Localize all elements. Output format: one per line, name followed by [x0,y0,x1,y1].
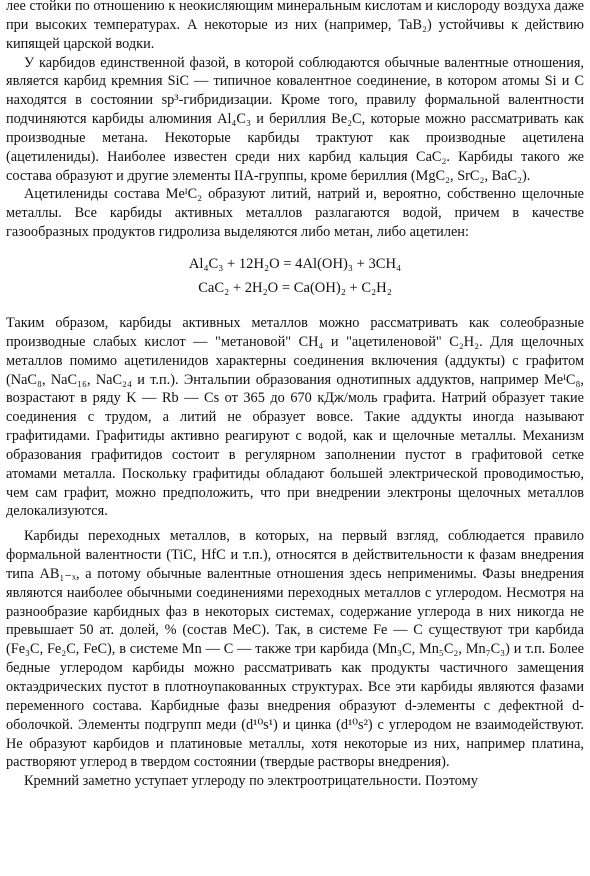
equation-aluminium-carbide-hydrolysis: Al₄C₃ + 12H₂O = 4Al(OH)₃ + 3CH₄ [188,255,402,272]
paragraph-silicon: Кремний заметно уступает углероду по электроотрицательности. Поэтому [24,773,478,790]
paragraph-single-phase-carbides: У карбидов единственной фазой, в которой соблюдаются обычные валентные отношения, является карбид кремния SiC — типичное ковалентное соединение, в котором атомы Si и C находятся в состоянии sp³-гибридизации. Кроме того, правилу формальной валентности подчиняются карбиды алюминия Al₄C₃ и бериллия Be₂C, которые можно рассматривать как производные метана. Некоторые карбиды трактуют как производные ацетилена (ацетилениды). Наиболее известен среди них карбид кальция CaC₂. Карбиды такого же состава образуют и другие элементы IIA-группы, кроме бериллия (MgC₂, SrC₂, BaC₂). [6,54,584,184]
paragraph-intro-top: лее стойки по отношению к неокисляющим минеральным кислотам и кислороду воздуха даже при высоких температурах. А некоторые из них (например, TaB₂) устойчивы к действию кипящей царской водки. [6,0,584,52]
equation-calcium-carbide-hydrolysis: CaC₂ + 2H₂O = Ca(OH)₂ + C₂H₂ [198,279,392,296]
hydrolysis-equations [6,252,584,300]
paragraph-salt-like-carbides: Таким образом, карбиды активных металлов можно рассматривать как солеобразные производные слабых кислот — "метановой" CH₄ и "ацетиленовой" C₂H₂. Для щелочных металлов помимо ацетиленидов характерны соединения включения (аддукты) с графитом (NaC₈, NaC₁₆, NaC₂₄ и т.п.). Энтальпии образования однотипных аддуктов, например MeᴵC₈, возрастают в ряду K — Rb — Cs от 365 до 670 кДж/моль графита. Натрий образует такие соединения с трудом, а литий не образует вовсе. Такие аддукты иногда называют графитидами. Графитиды активно реагируют с водой, как и щелочные металлы. Механизм образования графитидов состоит в регулярном заполнении пустот в графитовой сетке атомами металла. Поскольку графитиды обладают большей электрической проводимостью, чем сам графит, можно предположить, что при внедрении электроны щелочных металлов делокализуются. [6,314,584,520]
paragraph-transition-metal-carbides: Карбиды переходных металлов, в которых, на первый взгляд, соблюдается правило формальной валентности (TiC, HfC и т.п.), относятся в действительности к фазам внедрения типа AB₁₋ₓ, а потому обычные валентные отношения здесь неприменимы. Фазы внедрения являются наиболее обычными соединениями переходных металлов с углеродом. Несмотря на разнообразие карбидных фаз в некоторых системах, содержание углерода в них никогда не превышает 50 ат. долей, % (состав MeC). Так, в системе Fe — C существуют три карбида (Fe₃C, Fe₂C, FeC), в системе Mn — C — также три карбида (Mn₃C, Mn₅C₂, Mn₇C₃) и т.п. Более бедные углеродом карбиды можно рассматривать как продукты частичного замещения октаэдрических пустот в плотноупакованных структурах. Все эти карбиды являются фазами переменного состава. Карбидные фазы внедрения образуют d-элементы с дефектной d-оболочкой. Элементы подгрупп меди (d¹⁰s¹) и цинка (d¹⁰s²) с углеродом не взаимодействуют. Не образуют карбидов и платиновые металлы, хотя некоторые из них, например платина, растворяют углерод в твердом состоянии (твердые растворы внедрения). [6,528,584,771]
paragraph-acetylides: Ацетилениды состава MeᴵC₂ образуют литий, натрий и, вероятно, собственно щелочные металлы. Все карбиды активных металлов разлагаются водой, причем в качестве газообразных продуктов гидролиза выделяются либо метан, либо ацетилен: [6,186,584,241]
